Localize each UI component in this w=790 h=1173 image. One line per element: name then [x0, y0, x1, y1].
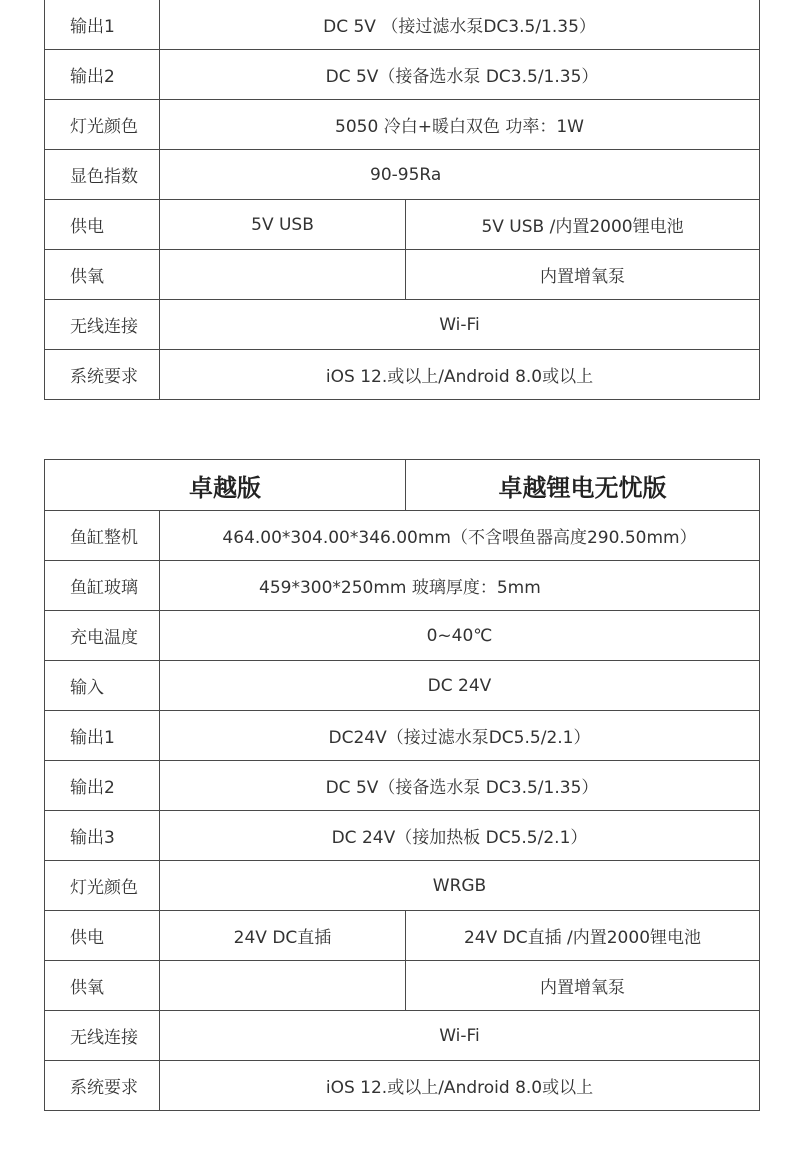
- table-header-row: [45, 460, 760, 511]
- row-label-oxygen: 供氧: [45, 250, 160, 300]
- row-label-charge-temp: 充电温度: [45, 611, 160, 661]
- row-value-power-supply-battery: 5V USB /内置2000锂电池: [406, 200, 760, 250]
- row-label-glass: 鱼缸玻璃: [45, 561, 160, 611]
- row-value-output2: DC 5V（接备选水泵 DC3.5/1.35）: [160, 761, 760, 811]
- table-row: [45, 200, 760, 250]
- row-label-wireless: 无线连接: [45, 300, 160, 350]
- table-row: [45, 811, 760, 861]
- table-row: [45, 50, 760, 100]
- row-label-output1: 输出1: [45, 0, 160, 50]
- row-value-system: iOS 12.或以上/Android 8.0或以上: [160, 350, 760, 400]
- row-value-glass: 459*300*250mm 玻璃厚度：5mm: [160, 561, 760, 611]
- row-value-light-color: WRGB: [160, 861, 760, 911]
- row-value-power-supply-battery: 24V DC直插 /内置2000锂电池: [406, 911, 760, 961]
- row-label-power-supply: 供电: [45, 200, 160, 250]
- table-row: [45, 761, 760, 811]
- row-label-light-color: 灯光颜色: [45, 861, 160, 911]
- table-row: [45, 1011, 760, 1061]
- row-value-output3: DC 24V（接加热板 DC5.5/2.1）: [160, 811, 760, 861]
- row-value-tank-size: 464.00*304.00*346.00mm（不含喂鱼器高度290.50mm）: [160, 511, 760, 561]
- row-value-oxygen-standard: [160, 250, 406, 300]
- row-value-system: iOS 12.或以上/Android 8.0或以上: [160, 1061, 760, 1111]
- row-value-wireless: Wi-Fi: [160, 1011, 760, 1061]
- table-row: [45, 861, 760, 911]
- table-row: [45, 961, 760, 1011]
- table-row: [45, 511, 760, 561]
- table-row: [45, 250, 760, 300]
- row-value-cri: 90-95Ra: [160, 150, 760, 200]
- table-row: [45, 350, 760, 400]
- row-label-system: 系统要求: [45, 1061, 160, 1111]
- row-label-system: 系统要求: [45, 350, 160, 400]
- row-value-oxygen-battery: 内置增氧泵: [406, 961, 760, 1011]
- row-label-oxygen: 供氧: [45, 961, 160, 1011]
- row-value-oxygen-standard: [160, 961, 406, 1011]
- table-row: [45, 661, 760, 711]
- row-value-wireless: Wi-Fi: [160, 300, 760, 350]
- row-value-power-supply-standard: 5V USB: [160, 200, 406, 250]
- spec-table-basic: [44, 0, 760, 400]
- row-value-light-color: 5050 冷白+暖白双色 功率：1W: [160, 100, 760, 150]
- spec-table-editions: [44, 459, 760, 1111]
- row-label-power-supply: 供电: [45, 911, 160, 961]
- table-row: [45, 561, 760, 611]
- row-label-input: 输入: [45, 661, 160, 711]
- table-row: [45, 300, 760, 350]
- table-row: [45, 150, 760, 200]
- row-value-charge-temp: 0~40℃: [160, 611, 760, 661]
- table-row: [45, 711, 760, 761]
- table-row: [45, 100, 760, 150]
- table-row: [45, 0, 760, 50]
- edition-header-standard: 卓越版: [45, 460, 406, 511]
- row-value-output1: DC24V（接过滤水泵DC5.5/2.1）: [160, 711, 760, 761]
- table-row: [45, 911, 760, 961]
- row-value-input: DC 24V: [160, 661, 760, 711]
- row-value-output1: DC 5V （接过滤水泵DC3.5/1.35）: [160, 0, 760, 50]
- table-row: [45, 611, 760, 661]
- edition-header-battery: 卓越锂电无忧版: [406, 460, 760, 511]
- row-value-power-supply-standard: 24V DC直插: [160, 911, 406, 961]
- row-label-light-color: 灯光颜色: [45, 100, 160, 150]
- row-label-output2: 输出2: [45, 761, 160, 811]
- row-value-output2: DC 5V（接备选水泵 DC3.5/1.35）: [160, 50, 760, 100]
- row-label-tank-size: 鱼缸整机: [45, 511, 160, 561]
- row-label-output3: 输出3: [45, 811, 160, 861]
- table-row: [45, 1061, 760, 1111]
- row-label-wireless: 无线连接: [45, 1011, 160, 1061]
- row-label-output1: 输出1: [45, 711, 160, 761]
- row-value-oxygen-battery: 内置增氧泵: [406, 250, 760, 300]
- row-label-cri: 显色指数: [45, 150, 160, 200]
- row-label-output2: 输出2: [45, 50, 160, 100]
